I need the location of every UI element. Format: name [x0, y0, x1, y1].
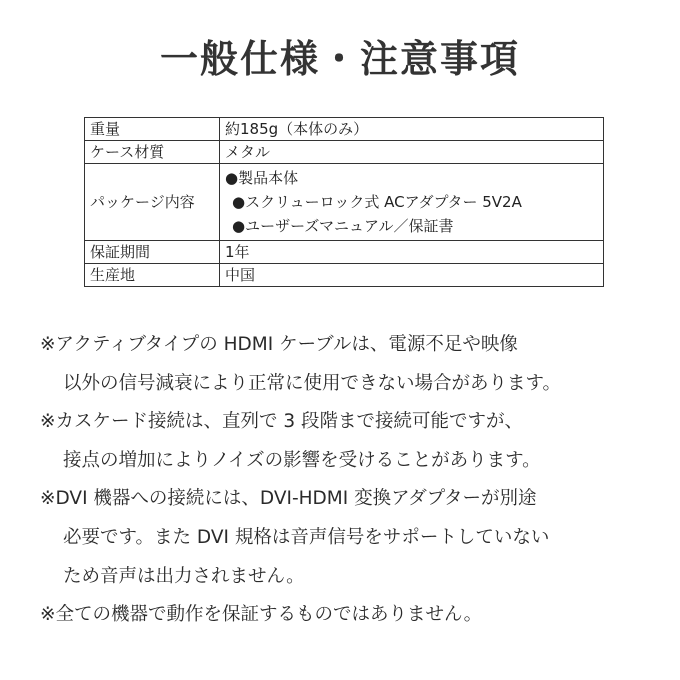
spec-table [84, 117, 604, 287]
note-line: ※カスケード接続は、直列で 3 段階まで接続可能ですが、 [40, 411, 524, 433]
table-row [85, 241, 604, 264]
note-item-hdmi-cable [40, 326, 660, 403]
spec-value-package-contents [220, 164, 604, 241]
note-line: 以外の信号減衰により正常に使用できない場合があります。 [63, 372, 562, 394]
spec-value-warranty: 1年 [220, 241, 604, 264]
note-line: ため音声は出力されません。 [63, 565, 305, 587]
package-item-adapter: ●スクリューロック式 ACアダプター 5V2A [232, 193, 522, 211]
spec-value-weight: 約185g（本体のみ） [220, 118, 604, 141]
spec-value-origin: 中国 [220, 264, 604, 287]
spec-label-package-contents: パッケージ内容 [85, 164, 220, 241]
table-row [85, 164, 604, 241]
spec-label-weight: 重量 [85, 118, 220, 141]
spec-label-case-material: ケース材質 [85, 141, 220, 164]
note-item-cascade [40, 403, 660, 480]
spec-value-case-material: メタル [220, 141, 604, 164]
spec-label-origin: 生産地 [85, 264, 220, 287]
package-item-body: ●製品本体 [225, 169, 299, 187]
spec-label-warranty: 保証期間 [85, 241, 220, 264]
note-line: ※全ての機器で動作を保証するものではありません。 [40, 604, 483, 626]
note-line: ※アクティブタイプの HDMI ケーブルは、電源不足や映像 [40, 334, 518, 355]
note-item-no-guarantee [40, 596, 660, 635]
page-title: 一般仕様・注意事項 [159, 37, 520, 81]
note-line: 接点の増加によりノイズの影響を受けることがあります。 [63, 449, 541, 471]
table-row [85, 118, 604, 141]
note-line: 必要です。また DVI 規格は音声信号をサポートしていない [63, 526, 550, 548]
table-row [85, 264, 604, 287]
note-line: ※DVI 機器への接続には、DVI-HDMI 変換アダプターが別途 [40, 488, 537, 510]
notes-section [40, 326, 660, 635]
package-item-manual: ●ユーザーズマニュアル／保証書 [232, 217, 454, 235]
note-item-dvi [40, 480, 660, 596]
table-row [85, 141, 604, 164]
